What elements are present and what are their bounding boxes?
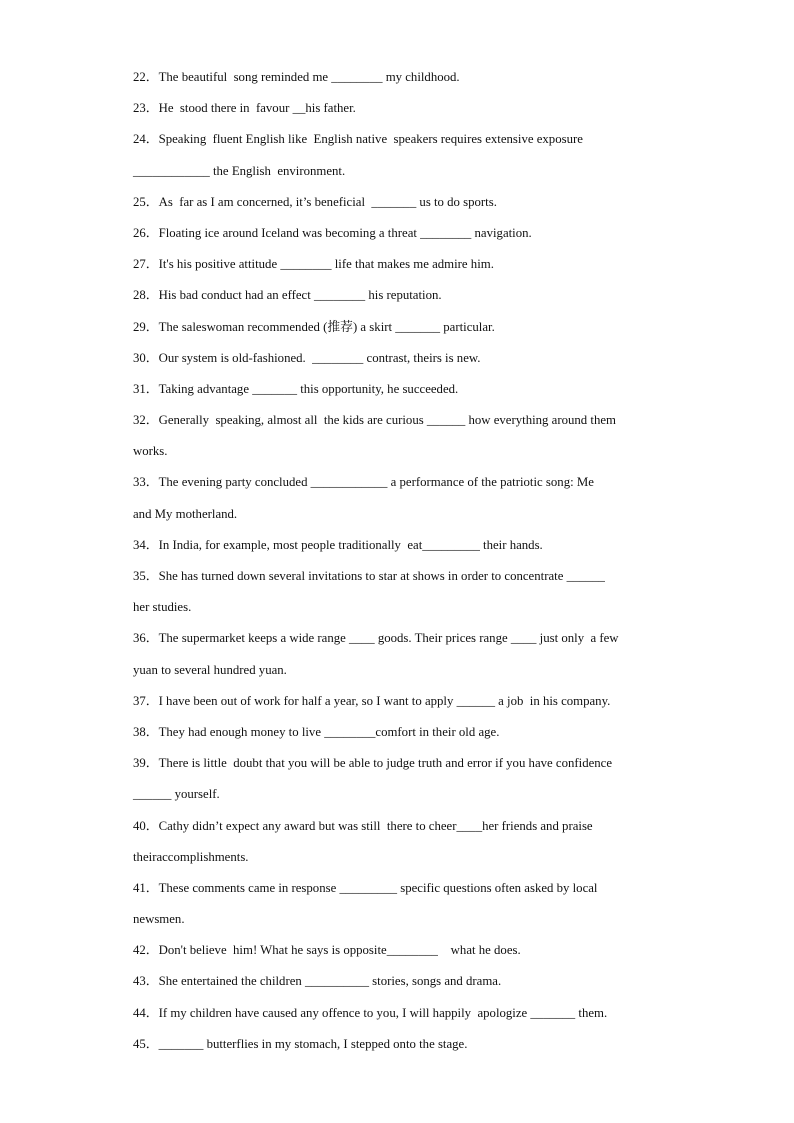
line-q28: 28．His bad conduct had an effect ________ his reputation.: [133, 288, 442, 303]
line-q29: 29．The saleswoman recommended (推荐) a skirt _______ particular.: [133, 319, 495, 334]
line-q32: 32．Generally speaking, almost all the kids are curious ______ how everything around them: [133, 413, 616, 428]
line-q34: 34．In India, for example, most people traditionally eat_________ their hands.: [133, 537, 543, 552]
line-q26: 26．Floating ice around Iceland was becoming a threat ________ navigation.: [133, 225, 532, 240]
line-q41-cont: newsmen.: [133, 912, 185, 927]
line-q39-cont: ______ yourself.: [133, 787, 220, 802]
line-q37: 37．I have been out of work for half a year, so I want to apply ______ a job in his company.: [133, 693, 611, 708]
line-q31: 31．Taking advantage _______ this opportunity, he succeeded.: [133, 381, 459, 396]
line-q32-cont: works.: [133, 444, 168, 459]
line-q36: 36．The supermarket keeps a wide range ____ goods. Their prices range ____ just only a few: [133, 631, 619, 646]
exercise-list: [133, 62, 663, 1060]
line-q43: 43．She entertained the children __________ stories, songs and drama.: [133, 974, 502, 989]
line-q27: 27．It's his positive attitude ________ life that makes me admire him.: [133, 257, 494, 272]
line-q45: 45．_______ butterflies in my stomach, I stepped onto the stage.: [133, 1036, 468, 1051]
line-q22: 22．The beautiful song reminded me ________ my childhood.: [133, 70, 460, 84]
line-q41: 41．These comments came in response _________ specific questions often asked by local: [133, 880, 598, 895]
line-q40: 40．Cathy didn’t expect any award but was still there to cheer____her friends and praise: [133, 818, 593, 833]
line-q36-cont: yuan to several hundred yuan.: [133, 662, 287, 677]
line-q38: 38．They had enough money to live ________comfort in their old age.: [133, 724, 500, 739]
line-q30: 30．Our system is old-fashioned. ________ contrast, theirs is new.: [133, 350, 481, 365]
line-q40-cont: theiraccomplishments.: [133, 849, 249, 864]
line-q42: 42．Don't believe him! What he says is opposite________ what he does.: [133, 943, 521, 958]
line-q35: 35．She has turned down several invitations to star at shows in order to concentrate ______: [133, 569, 605, 583]
line-q44: 44．If my children have caused any offence to you, I will happily apologize _______ them.: [133, 1005, 608, 1020]
line-q25: 25．As far as I am concerned, it’s beneficial _______ us to do sports.: [133, 194, 497, 209]
line-q39: 39．There is little doubt that you will be able to judge truth and error if you have confidence: [133, 756, 613, 771]
line-q35-cont: her studies.: [133, 600, 192, 615]
line-q24-cont: ____________ the English environment.: [133, 163, 346, 178]
line-q33-cont: and My motherland.: [133, 506, 238, 521]
line-q33: 33．The evening party concluded ____________ a performance of the patriotic song: Me: [133, 475, 594, 490]
line-q24: 24．Speaking fluent English like English native speakers requires extensive exposure: [133, 132, 583, 147]
line-q23: 23．He stood there in favour __his father.: [133, 101, 356, 116]
